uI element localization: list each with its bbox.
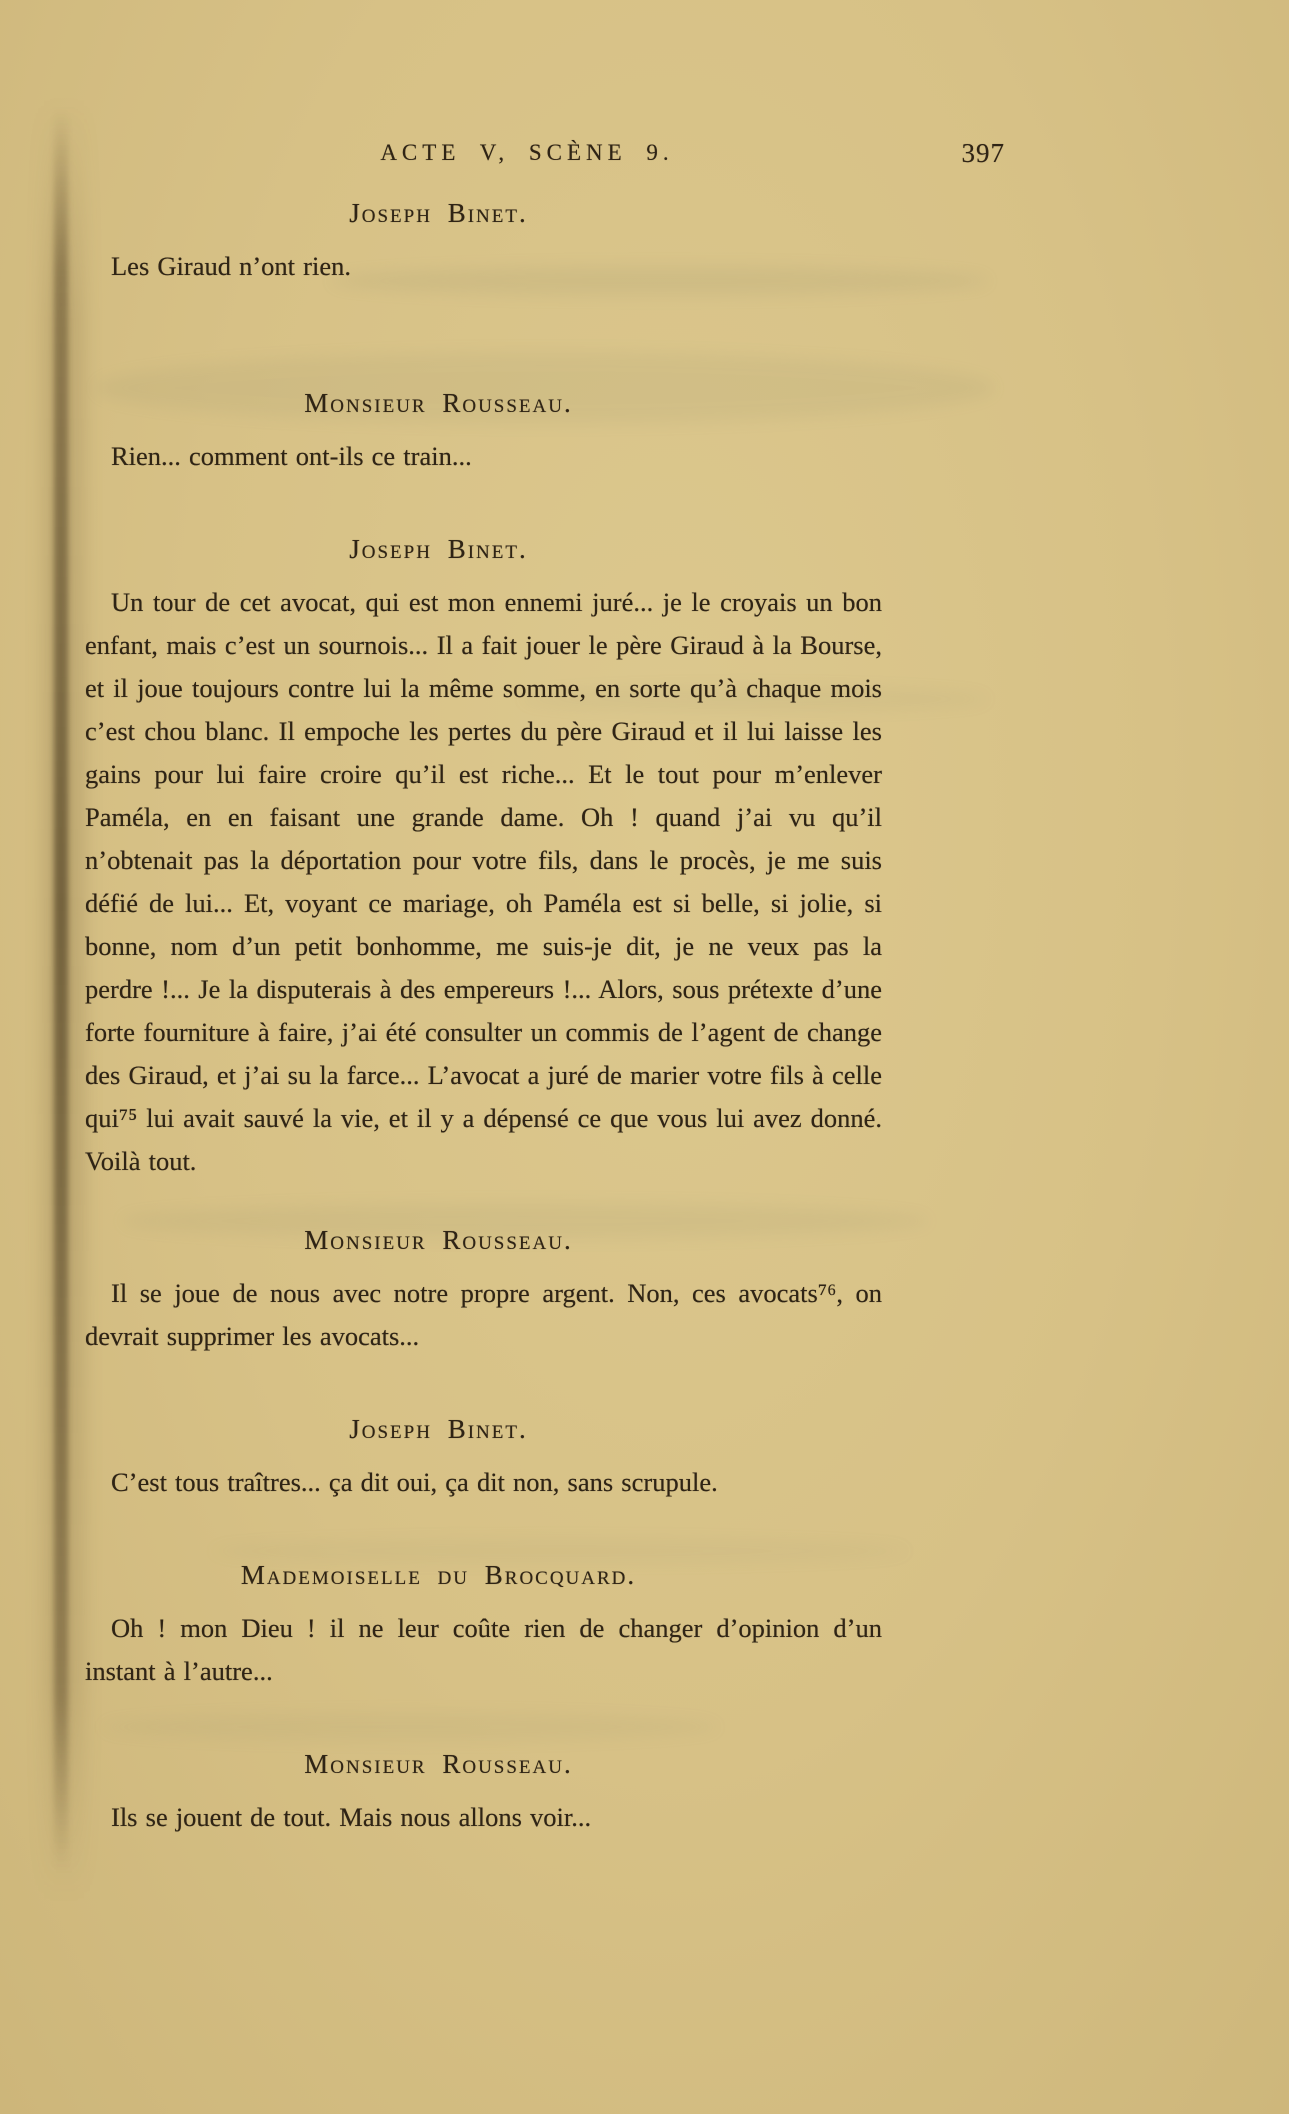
speaker-name: Joseph Binet. xyxy=(349,198,528,228)
gutter-haze xyxy=(44,100,84,1900)
speech-text: C’est tous traîtres... ça dit oui, ça dit non, sans scrupule. xyxy=(111,1467,718,1497)
speaker-name: Joseph Binet. xyxy=(349,534,528,564)
speaker-name: Monsieur Rousseau. xyxy=(304,388,573,418)
dialogue-entry xyxy=(85,1560,882,1693)
dialogue-entry xyxy=(85,198,882,288)
running-header-title: ACTE V, SCÈNE 9. xyxy=(380,140,674,165)
dialogue-entry xyxy=(85,388,882,478)
speech-text: Il se joue de nous avec notre propre argent. Non, ces avocats⁷⁶, on devrait supprimer les avocats... xyxy=(85,1278,882,1351)
speech-text: Les Giraud n’ont rien. xyxy=(111,251,351,281)
speaker-name: Joseph Binet. xyxy=(349,1414,528,1444)
speech-text: Oh ! mon Dieu ! il ne leur coûte rien de changer d’opinion d’un instant à l’autre... xyxy=(85,1613,882,1686)
dialogue-entry xyxy=(85,534,882,1183)
speaker-name: Monsieur Rousseau. xyxy=(304,1749,573,1779)
dialogue-entry xyxy=(85,1414,882,1504)
speech-text: Ils se jouent de tout. Mais nous allons voir... xyxy=(111,1802,592,1832)
speech-text: Rien... comment ont-ils ce train... xyxy=(111,441,472,471)
gutter-shadow xyxy=(54,110,68,1870)
dialogue-block xyxy=(85,172,882,1839)
dialogue-entry xyxy=(85,1225,882,1358)
speech-text: Un tour de cet avocat, qui est mon ennemi juré... je le croyais un bon enfant, mais c’est un sournois... Il a fait jouer le père Giraud à la Bourse, et il joue toujours contre lui la même somme, en sorte qu’à chaque mois c’est chou blanc. Il empoche les pertes du père Giraud et il lui laisse les gains pour lui faire croire qu’il est riche... Et le tout pour m’enlever Paméla, en en faisant une grande dame. Oh ! quand j’ai vu qu’il n’obtenait pas la déportation pour votre fils, dans le procès, je me suis défié de lui... Et, voyant ce mariage, oh Paméla est si belle, si jolie, si bonne, nom d’un petit bonhomme, me suis-je dit, je ne veux pas la perdre !... Je la disputerais à des empereurs !... Alors, sous prétexte d’une forte fourniture à faire, j’ai été consulter un commis de l’agent de change des Giraud, et j’ai su la farce... L’avocat a juré de marier votre fils à celle qui⁷⁵ lui avait sauvé la vie, et il y a dépensé ce que vous lui avez donné. Voilà tout. xyxy=(85,587,882,1176)
speaker-name: Mademoiselle du Brocquard. xyxy=(240,1560,637,1590)
speaker-name: Monsieur Rousseau. xyxy=(304,1225,573,1255)
page-number: 397 xyxy=(961,138,1005,168)
dialogue-entry xyxy=(85,1749,882,1839)
running-header xyxy=(85,140,1005,172)
